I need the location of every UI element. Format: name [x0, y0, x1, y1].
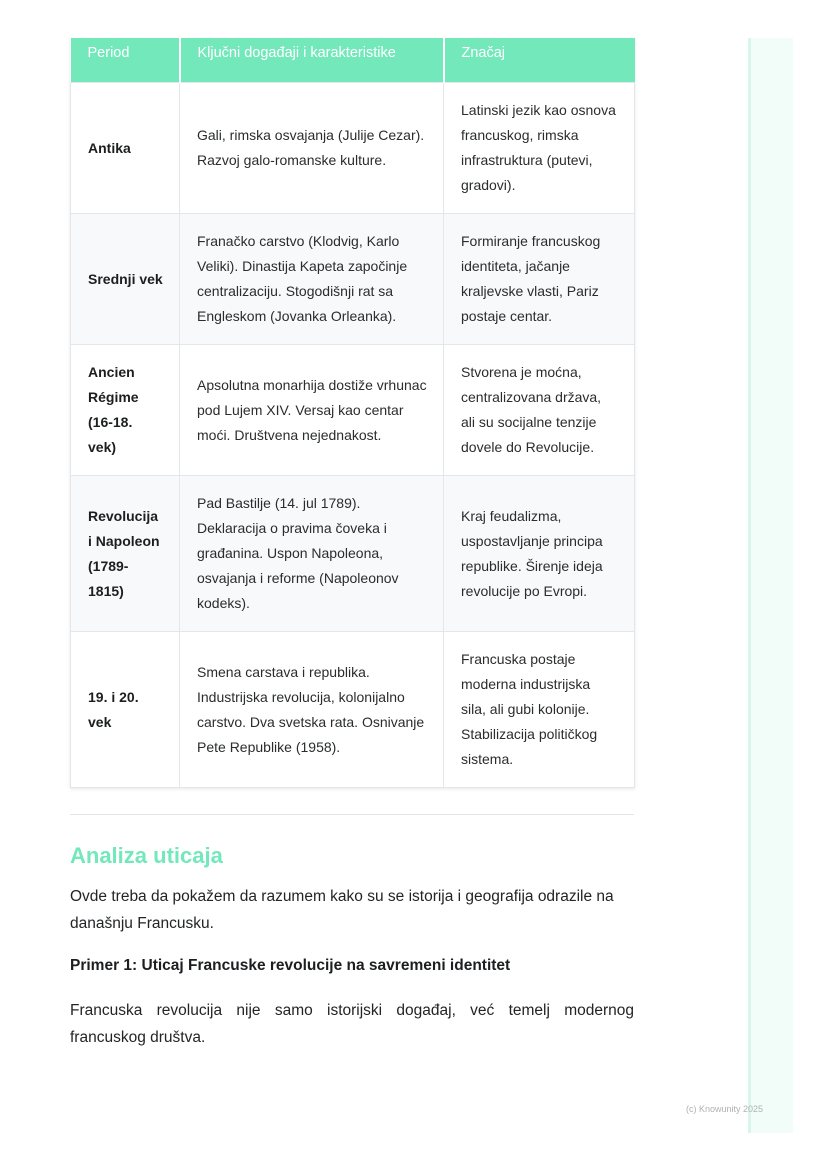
history-table [70, 38, 635, 788]
example-paragraph: Francuska revolucija nije samo istorijski događaj, već temelj modernog francuskog društva. [70, 1002, 634, 1046]
period-cell: 19. i 20. vek [71, 632, 180, 788]
period-cell: Revolucija i Napoleon (1789-1815) [71, 476, 180, 632]
table-row [71, 214, 635, 345]
section-title: Analiza uticaja [70, 843, 223, 868]
period-cell: Srednji vek [71, 214, 180, 345]
events-cell: Franačko carstvo (Klodvig, Karlo Veliki). Dinastija Kapeta započinje centralizaciju. Stogodišnji rat sa Engleskom (Jovanka Orleanka). [180, 214, 444, 345]
period-cell: Antika [71, 83, 180, 214]
events-cell: Gali, rimska osvajanja (Julije Cezar). Razvoj galo-romanske kulture. [180, 83, 444, 214]
section-divider [70, 814, 634, 815]
intro-paragraph: Ovde treba da pokažem da razumem kako su se istorija i geografija odrazile na današnju Francusku. [70, 888, 614, 932]
significance-cell: Kraj feudalizma, uspostavljanje principa republike. Širenje ideja revolucije po Evropi. [444, 476, 635, 632]
copyright-footer: (c) Knowunity 2025 [686, 1104, 764, 1114]
period-cell: Ancien Régime (16-18. vek) [71, 345, 180, 476]
events-cell: Smena carstava i republika. Industrijska revolucija, kolonijalno carstvo. Dva svetska rata. Osnivanje Pete Republike (1958). [180, 632, 444, 788]
significance-cell: Latinski jezik kao osnova francuskog, rimska infrastruktura (putevi, gradovi). [444, 83, 635, 214]
example-heading: Primer 1: Uticaj Francuske revolucije na savremeni identitet [70, 957, 511, 974]
header-events: Ključni događaji i karakteristike [180, 38, 444, 83]
events-cell: Pad Bastilje (14. jul 1789). Deklaracija o pravima čoveka i građanina. Uspon Napoleona, osvajanja i reforme (Napoleonov kodeks). [180, 476, 444, 632]
significance-cell: Francuska postaje moderna industrijska sila, ali gubi kolonije. Stabilizacija političkog sistema. [444, 632, 635, 788]
table-header-row [71, 38, 635, 83]
header-period: Period [71, 38, 180, 83]
side-panel [748, 38, 793, 1133]
events-cell: Apsolutna monarhija dostiže vrhunac pod Lujem XIV. Versaj kao centar moći. Društvena nejednakost. [180, 345, 444, 476]
table-row [71, 83, 635, 214]
table-row [71, 476, 635, 632]
significance-cell: Stvorena je moćna, centralizovana država, ali su socijalne tenzije dovele do Revolucije. [444, 345, 635, 476]
table-row [71, 632, 635, 788]
header-significance: Značaj [444, 38, 635, 83]
significance-cell: Formiranje francuskog identiteta, jačanje kraljevske vlasti, Pariz postaje centar. [444, 214, 635, 345]
table-row [71, 345, 635, 476]
document-content [70, 38, 634, 1051]
